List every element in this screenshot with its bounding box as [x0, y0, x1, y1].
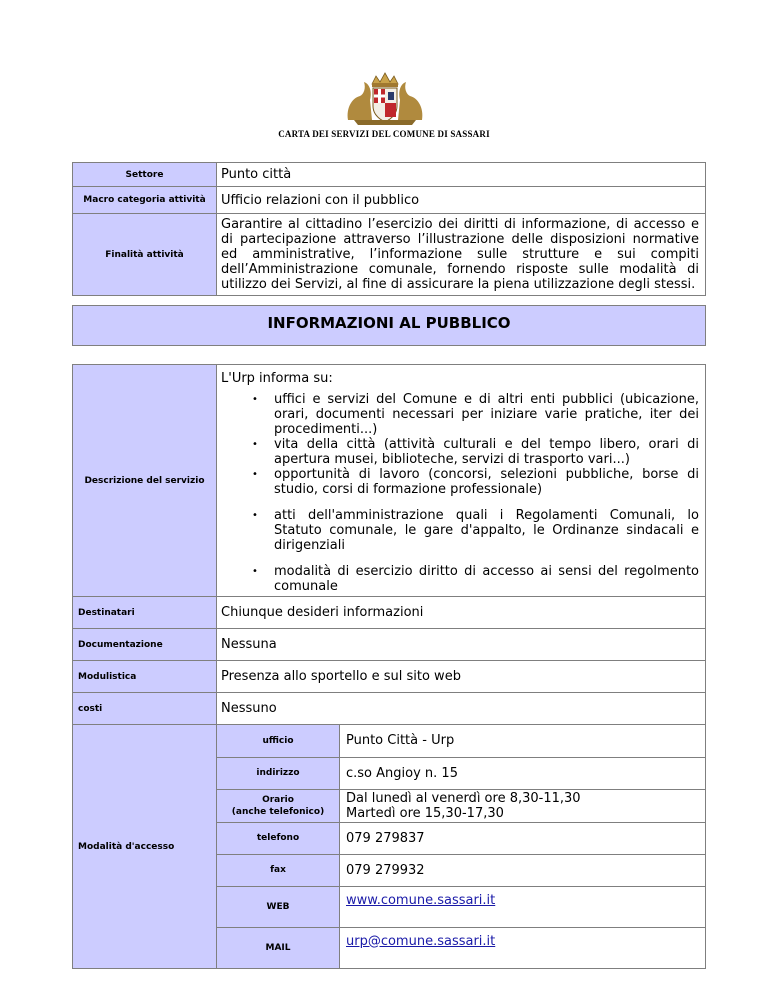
fax-label: fax	[217, 854, 340, 886]
access-table	[217, 725, 705, 968]
modulistica-label: Modulistica	[73, 661, 217, 693]
modulistica-value: Presenza allo sportello e sul sito web	[217, 661, 706, 693]
web-value	[340, 886, 706, 927]
indirizzo-value: c.so Angioy n. 15	[340, 757, 706, 789]
web-link[interactable]: www.comune.sassari.it	[346, 892, 496, 908]
descrizione-value	[217, 365, 706, 597]
list-item: • vita della città (attività culturali e del tempo libero, orari di apertura musei, biblioteche, servizi di trasporto vari...)	[221, 437, 699, 467]
descrizione-label: Descrizione del servizio	[73, 365, 217, 597]
settore-label: Settore	[73, 163, 217, 187]
documentazione-value: Nessuna	[217, 629, 706, 661]
info-table	[72, 162, 706, 296]
mail-label: MAIL	[217, 927, 340, 968]
list-item: • atti dell'amministrazione quali i Regolamenti Comunali, lo Statuto comunale, le gare d'appalto, le Ordinanze sindacali e dirigenziali	[221, 508, 699, 553]
macro-categoria-label: Macro categoria attività	[73, 187, 217, 214]
modalita-accesso-cell	[217, 725, 706, 969]
destinatari-value: Chiunque desideri informazioni	[217, 597, 706, 629]
telefono-label: telefono	[217, 822, 340, 854]
mail-value	[340, 927, 706, 968]
macro-categoria-value: Ufficio relazioni con il pubblico	[217, 187, 706, 214]
municipal-coat-of-arms-icon	[344, 70, 426, 126]
banner-box	[72, 305, 706, 346]
settore-value: Punto città	[217, 163, 706, 187]
indirizzo-label: indirizzo	[217, 757, 340, 789]
descrizione-intro: L'Urp informa su:	[221, 371, 333, 386]
ufficio-value: Punto Città - Urp	[340, 725, 706, 757]
finalita-value: Garantire al cittadino l’esercizio dei diritti di informazione, di accesso e di partecipazione attraverso l’illustrazione delle disposizioni normative ed amministrative, l’informazione sulle strutture e sui compiti dell’Amministrazione comunale, fornendo risposte sulle modalità di utilizzo dei Servizi, al fine di assicurare la piena utilizzazione degli stessi.	[217, 214, 706, 296]
list-item: • uffici e servizi del Comune e di altri enti pubblici (ubicazione, orari, documenti necessari per iniziare varie pratiche, iter dei procedimenti...)	[221, 392, 699, 437]
modalita-accesso-label: Modalità d'accesso	[73, 725, 217, 969]
orario-value: Dal lunedì al venerdì ore 8,30-11,30 Martedì ore 15,30-17,30	[340, 789, 706, 822]
service-table	[72, 364, 706, 969]
costi-value: Nessuno	[217, 693, 706, 725]
mail-link[interactable]: urp@comune.sassari.it	[346, 933, 496, 949]
ufficio-label: ufficio	[217, 725, 340, 757]
list-item: • modalità di esercizio diritto di accesso ai sensi del regolmento comunale	[221, 564, 699, 594]
orario-label: Orario (anche telefonico)	[217, 789, 340, 822]
telefono-value: 079 279837	[340, 822, 706, 854]
finalita-label: Finalità attività	[73, 214, 217, 296]
fax-value: 079 279932	[340, 854, 706, 886]
costi-label: costi	[73, 693, 217, 725]
list-item: • opportunità di lavoro (concorsi, selezioni pubbliche, borse di studio, corsi di formazione professionale)	[221, 467, 699, 497]
destinatari-label: Destinatari	[73, 597, 217, 629]
descrizione-list	[221, 392, 699, 594]
section-title: INFORMAZIONI AL PUBBLICO	[73, 306, 706, 346]
document-title: CARTA DEI SERVIZI DEL COMUNE DI SASSARI	[278, 129, 490, 139]
web-label: WEB	[217, 886, 340, 927]
documentazione-label: Documentazione	[73, 629, 217, 661]
